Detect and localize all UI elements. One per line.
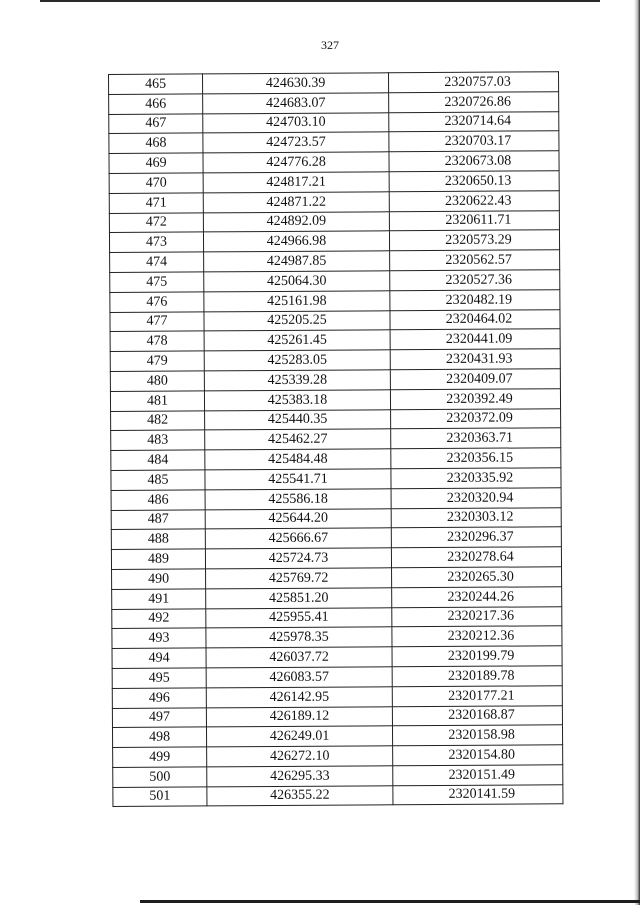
cell-point-number: 472	[109, 212, 203, 232]
cell-point-number: 499	[113, 747, 207, 767]
table-row	[110, 270, 560, 293]
cell-y-coordinate: 2320189.78	[392, 666, 562, 687]
cell-x-coordinate: 425644.20	[205, 508, 391, 529]
coordinate-table-body	[109, 72, 563, 807]
cell-x-coordinate: 425339.28	[204, 370, 390, 391]
cell-x-coordinate: 425064.30	[204, 271, 390, 292]
cell-x-coordinate: 425484.48	[205, 449, 391, 470]
cell-x-coordinate: 424966.98	[203, 231, 389, 252]
cell-x-coordinate: 425383.18	[204, 390, 390, 411]
cell-point-number: 493	[112, 628, 206, 648]
coordinate-table	[108, 71, 563, 807]
cell-y-coordinate: 2320464.02	[390, 309, 560, 330]
cell-x-coordinate: 425161.98	[204, 291, 390, 312]
cell-x-coordinate: 425666.67	[205, 528, 391, 549]
cell-y-coordinate: 2320703.17	[389, 131, 559, 152]
cell-x-coordinate: 426272.10	[207, 746, 393, 767]
table-row	[112, 646, 562, 669]
cell-x-coordinate: 424723.57	[203, 132, 389, 153]
cell-x-coordinate: 425440.35	[205, 409, 391, 430]
table-row	[110, 329, 560, 352]
cell-y-coordinate: 2320217.36	[392, 606, 562, 627]
cell-y-coordinate: 2320573.29	[389, 230, 559, 251]
table-row	[109, 72, 559, 95]
table-row	[111, 428, 561, 451]
cell-y-coordinate: 2320757.03	[388, 72, 558, 93]
cell-y-coordinate: 2320392.49	[390, 388, 560, 409]
cell-x-coordinate: 425955.41	[206, 607, 392, 628]
cell-point-number: 477	[110, 311, 204, 331]
cell-x-coordinate: 425205.25	[204, 310, 390, 331]
table-row	[111, 408, 561, 431]
cell-y-coordinate: 2320482.19	[390, 290, 560, 311]
cell-x-coordinate: 426295.33	[207, 766, 393, 787]
cell-x-coordinate: 424703.10	[203, 112, 389, 133]
table-row	[112, 586, 562, 609]
cell-x-coordinate: 425283.05	[204, 350, 390, 371]
cell-point-number: 478	[110, 331, 204, 351]
scan-edge-right	[634, 0, 640, 905]
cell-x-coordinate: 424987.85	[204, 251, 390, 272]
cell-x-coordinate: 424776.28	[203, 152, 389, 173]
table-row	[111, 507, 561, 530]
table-row	[113, 765, 563, 788]
cell-point-number: 473	[109, 232, 203, 252]
cell-point-number: 488	[111, 529, 205, 549]
cell-y-coordinate: 2320714.64	[389, 111, 559, 132]
table-row	[109, 92, 559, 115]
cell-point-number: 484	[111, 450, 205, 470]
table-row	[109, 191, 559, 214]
cell-x-coordinate: 426355.22	[207, 785, 393, 806]
cell-x-coordinate: 424871.22	[203, 192, 389, 213]
table-row	[110, 349, 560, 372]
cell-point-number: 486	[111, 490, 205, 510]
cell-point-number: 481	[110, 391, 204, 411]
cell-x-coordinate: 425261.45	[204, 330, 390, 351]
cell-point-number: 467	[109, 114, 203, 134]
cell-point-number: 466	[109, 94, 203, 114]
page-number: 327	[321, 38, 339, 52]
cell-point-number: 501	[113, 787, 207, 807]
cell-x-coordinate: 425978.35	[206, 627, 392, 648]
cell-y-coordinate: 2320726.86	[389, 92, 559, 113]
cell-y-coordinate: 2320296.37	[391, 527, 561, 548]
table-row	[109, 111, 559, 134]
cell-point-number: 482	[111, 410, 205, 430]
cell-point-number: 489	[111, 549, 205, 569]
cell-x-coordinate: 425724.73	[205, 548, 391, 569]
cell-point-number: 474	[110, 252, 204, 272]
cell-point-number: 492	[112, 608, 206, 628]
table-row	[112, 606, 562, 629]
cell-x-coordinate: 425541.71	[205, 469, 391, 490]
cell-y-coordinate: 2320303.12	[391, 507, 561, 528]
cell-x-coordinate: 425851.20	[206, 587, 392, 608]
table-row	[112, 626, 562, 649]
table-row	[109, 230, 559, 253]
cell-y-coordinate: 2320673.08	[389, 151, 559, 172]
cell-y-coordinate: 2320622.43	[389, 191, 559, 212]
cell-y-coordinate: 2320335.92	[391, 468, 561, 489]
cell-x-coordinate: 424630.39	[203, 73, 389, 94]
cell-x-coordinate: 426249.01	[206, 726, 392, 747]
cell-point-number: 487	[111, 509, 205, 529]
cell-point-number: 479	[110, 351, 204, 371]
table-row	[113, 784, 563, 807]
table-row	[112, 725, 562, 748]
cell-y-coordinate: 2320611.71	[389, 210, 559, 231]
cell-y-coordinate: 2320650.13	[389, 171, 559, 192]
cell-point-number: 475	[110, 272, 204, 292]
cell-y-coordinate: 2320527.36	[390, 270, 560, 291]
cell-point-number: 471	[109, 193, 203, 213]
cell-point-number: 468	[109, 133, 203, 153]
cell-y-coordinate: 2320372.09	[391, 408, 561, 429]
cell-point-number: 495	[112, 668, 206, 688]
cell-y-coordinate: 2320154.80	[393, 745, 563, 766]
cell-point-number: 469	[109, 153, 203, 173]
cell-x-coordinate: 426083.57	[206, 667, 392, 688]
table-row	[112, 567, 562, 590]
cell-y-coordinate: 2320212.36	[392, 626, 562, 647]
table-row	[112, 685, 562, 708]
table-row	[110, 290, 560, 313]
table-row	[111, 487, 561, 510]
cell-x-coordinate: 424817.21	[203, 172, 389, 193]
cell-y-coordinate: 2320320.94	[391, 487, 561, 508]
cell-y-coordinate: 2320431.93	[390, 349, 560, 370]
cell-x-coordinate: 425769.72	[206, 568, 392, 589]
table-row	[111, 448, 561, 471]
cell-point-number: 480	[110, 371, 204, 391]
table-row	[110, 388, 560, 411]
cell-y-coordinate: 2320265.30	[392, 567, 562, 588]
cell-y-coordinate: 2320409.07	[390, 369, 560, 390]
table-row	[113, 745, 563, 768]
cell-y-coordinate: 2320141.59	[393, 784, 563, 805]
table-row	[112, 705, 562, 728]
table-row	[111, 527, 561, 550]
table-row	[109, 171, 559, 194]
cell-point-number: 490	[112, 569, 206, 589]
cell-x-coordinate: 424892.09	[203, 211, 389, 232]
cell-point-number: 491	[112, 589, 206, 609]
cell-x-coordinate: 426037.72	[206, 647, 392, 668]
cell-y-coordinate: 2320199.79	[392, 646, 562, 667]
table-row	[110, 369, 560, 392]
cell-y-coordinate: 2320278.64	[391, 547, 561, 568]
cell-y-coordinate: 2320363.71	[391, 428, 561, 449]
table-row	[110, 250, 560, 273]
cell-x-coordinate: 426142.95	[206, 686, 392, 707]
table-row	[111, 468, 561, 491]
cell-x-coordinate: 424683.07	[203, 93, 389, 114]
table-row	[109, 210, 559, 233]
scan-edge-bottom	[140, 900, 640, 903]
cell-point-number: 494	[112, 648, 206, 668]
cell-point-number: 470	[109, 173, 203, 193]
scan-edge-top	[40, 0, 600, 2]
table-row	[110, 309, 560, 332]
cell-point-number: 496	[112, 688, 206, 708]
cell-point-number: 465	[109, 74, 203, 94]
cell-y-coordinate: 2320244.26	[392, 586, 562, 607]
cell-point-number: 498	[112, 727, 206, 747]
cell-x-coordinate: 426189.12	[206, 706, 392, 727]
table-row	[112, 666, 562, 689]
cell-y-coordinate: 2320177.21	[392, 685, 562, 706]
table-row	[109, 151, 559, 174]
cell-x-coordinate: 425586.18	[205, 489, 391, 510]
cell-point-number: 483	[111, 430, 205, 450]
cell-x-coordinate: 425462.27	[205, 429, 391, 450]
cell-y-coordinate: 2320168.87	[392, 705, 562, 726]
cell-y-coordinate: 2320151.49	[393, 765, 563, 786]
table-row	[109, 131, 559, 154]
cell-y-coordinate: 2320158.98	[392, 725, 562, 746]
cell-point-number: 497	[112, 707, 206, 727]
cell-y-coordinate: 2320562.57	[390, 250, 560, 271]
table-row	[111, 547, 561, 570]
cell-y-coordinate: 2320356.15	[391, 448, 561, 469]
cell-y-coordinate: 2320441.09	[390, 329, 560, 350]
cell-point-number: 485	[111, 470, 205, 490]
cell-point-number: 500	[113, 767, 207, 787]
cell-point-number: 476	[110, 292, 204, 312]
